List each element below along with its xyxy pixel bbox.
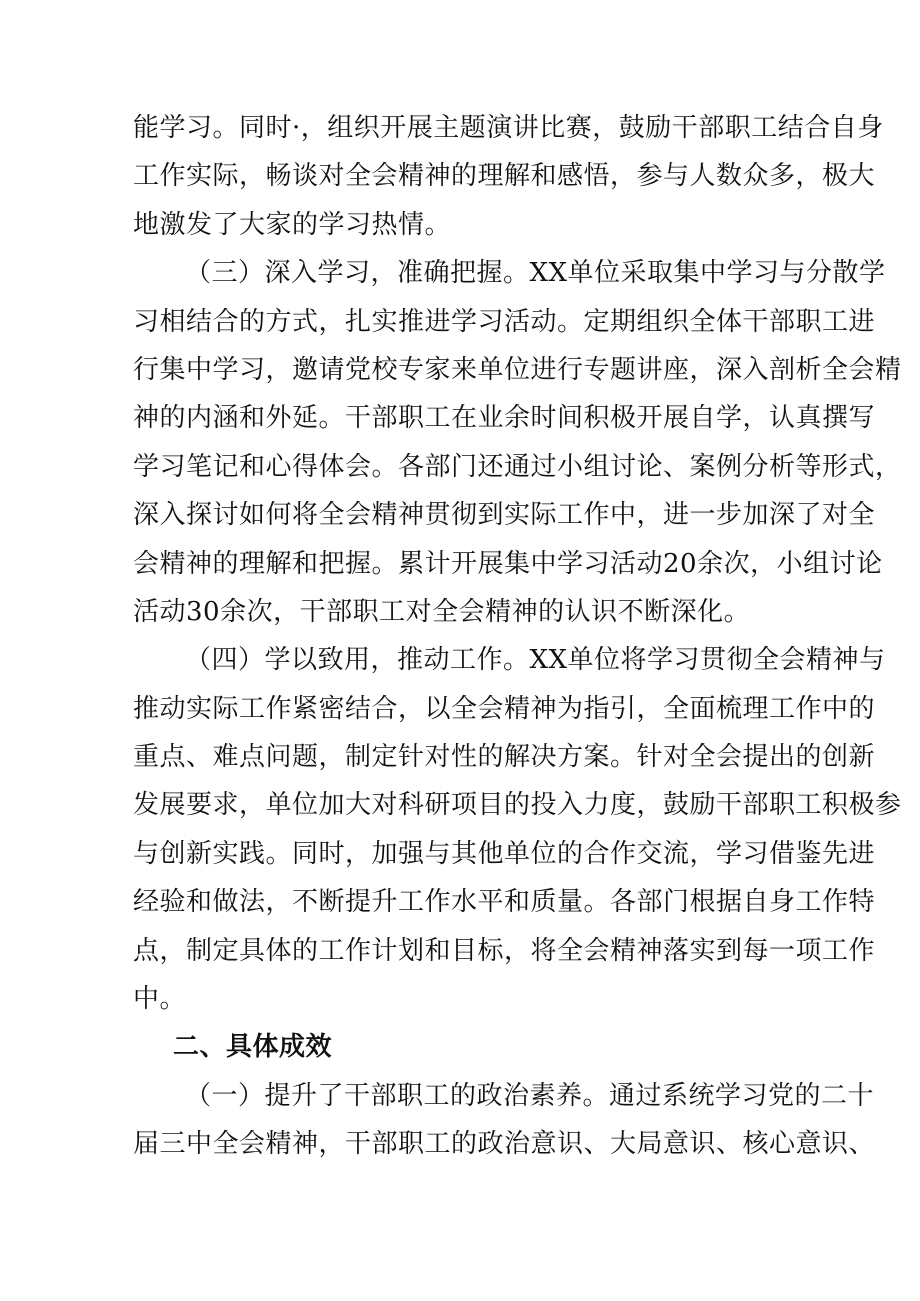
text-line: 工作实际，畅谈对全会精神的理解和感悟，参与人数众多，极大 xyxy=(133,161,876,192)
paragraph-section-3 xyxy=(133,249,902,636)
paragraph-continuation xyxy=(133,104,884,249)
text-line: （三）深入学习，准确把握。XX单位采取集中学习与分散学 xyxy=(185,258,886,289)
heading-text: 二、具体成效 xyxy=(173,1032,333,1063)
text-line: 重点、难点问题，制定针对性的解决方案。针对全会提出的创新 xyxy=(133,742,876,773)
text-line: 会精神的理解和把握。累计开展集中学习活动20余次，小组讨论 xyxy=(133,548,883,579)
document-body xyxy=(133,104,902,1169)
section-heading xyxy=(133,1023,799,1071)
text-line: 发展要求，单位加大对科研项目的投入力度，鼓励干部职工积极参 xyxy=(133,790,902,821)
paragraph-section-4 xyxy=(133,636,902,1023)
paragraph-result-1 xyxy=(133,1072,876,1169)
text-line: 能学习。同时·，组织开展主题演讲比赛，鼓励干部职工结合自身 xyxy=(133,113,884,143)
text-line: 习相结合的方式，扎实推进学习活动。定期组织全体干部职工进 xyxy=(133,306,876,337)
text-line: （四）学以致用，推动工作。XX单位将学习贯彻全会精神与 xyxy=(185,645,886,676)
text-line: 经验和做法，不断提升工作水平和质量。各部门根据自身工作特 xyxy=(133,887,876,918)
text-line: 地激发了大家的学习热情。 xyxy=(133,209,452,240)
text-line: 届三中全会精神，干部职工的政治意识、大局意识、核心意识、 xyxy=(133,1129,876,1160)
text-line: 学习笔记和心得体会。各部门还通过小组讨论、案例分析等形式， xyxy=(133,451,902,482)
text-line: （一）提升了干部职工的政治素养。通过系统学习党的二十 xyxy=(185,1080,875,1111)
text-line: 与创新实践。同时，加强与其他单位的合作交流，学习借鉴先进 xyxy=(133,838,876,869)
text-line: 神的内涵和外延。干部职工在业余时间积极开展自学，认真撰写 xyxy=(133,403,876,434)
text-line: 中。 xyxy=(133,984,187,1015)
text-line: 活动30余次，干部职工对全会精神的认识不断深化。 xyxy=(133,596,751,627)
text-line: 深入探讨如何将全会精神贯彻到实际工作中，进一步加深了对全 xyxy=(133,500,876,531)
text-line: 点，制定具体的工作计划和目标，将全会精神落实到每一项工作 xyxy=(133,935,876,966)
text-line: 推动实际工作紧密结合，以全会精神为指引，全面梳理工作中的 xyxy=(133,693,876,724)
text-line: 行集中学习，邀请党校专家来单位进行专题讲座，深入剖析全会精 xyxy=(133,354,902,385)
